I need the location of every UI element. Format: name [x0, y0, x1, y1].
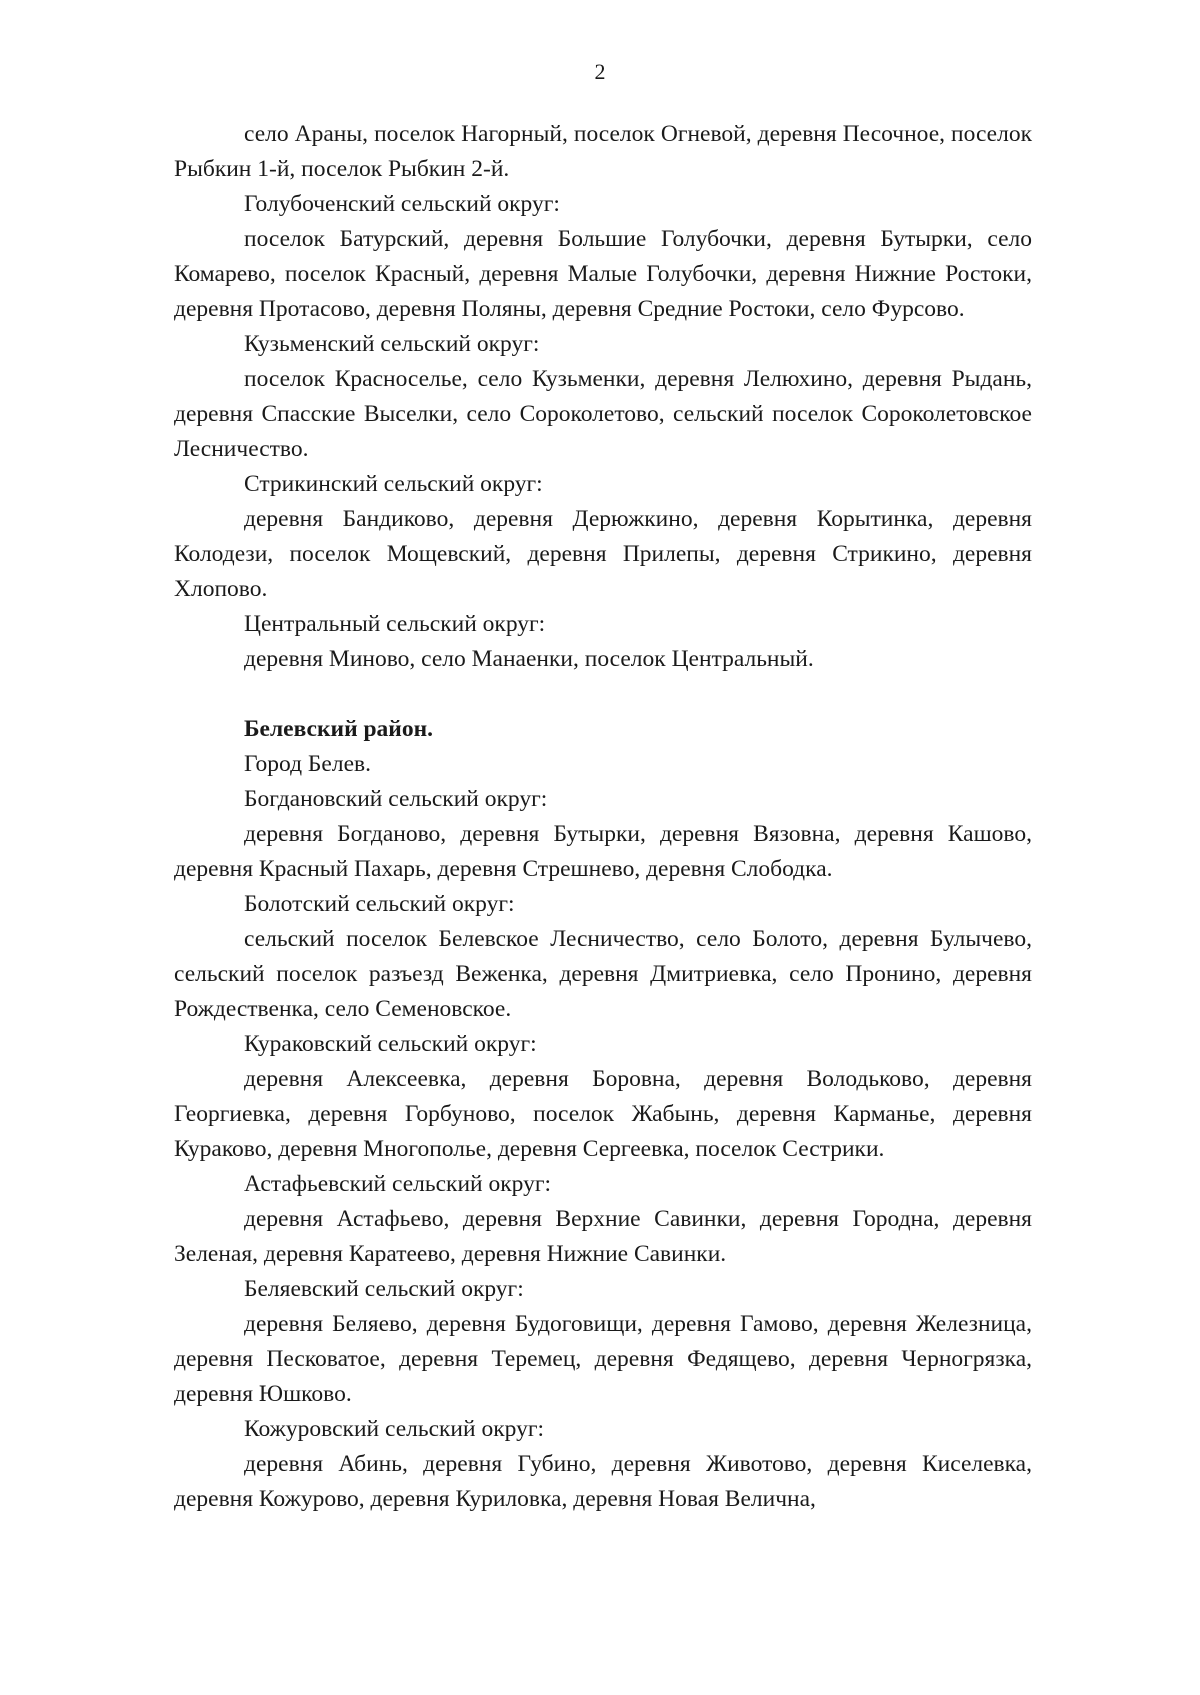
page-number: 2 [594, 59, 606, 84]
paragraph-list-item: поселок Батурский, деревня Большие Голубочки, деревня Бутырки, село Комарево, поселок Красный, деревня Малые Голубочки, деревня Нижние Ростоки, деревня Протасово, деревня Поляны, деревня Средние Ростоки, село Фурсово. [174, 226, 1032, 322]
district-heading: Астафьевский сельский округ: [244, 1171, 552, 1197]
district-heading: Голубоченский сельский округ: [244, 191, 560, 217]
paragraph-list-item: деревня Миново, село Манаенки, поселок Центральный. [244, 646, 814, 672]
district-heading: Кожуровский сельский округ: [244, 1416, 544, 1442]
paragraph-list-item: деревня Алексеевка, деревня Боровна, деревня Володьково, деревня Георгиевка, деревня Горбуново, поселок Жабынь, деревня Карманье, деревня Кураково, деревня Многополье, деревня Сергеевка, поселок Сестрики. [174, 1066, 1032, 1162]
district-heading: Кураковский сельский округ: [244, 1031, 537, 1057]
district-heading: Стрикинский сельский округ: [244, 471, 543, 497]
district-heading: Кузьменский сельский округ: [244, 331, 540, 357]
paragraph-list-item: деревня Богданово, деревня Бутырки, деревня Вязовна, деревня Кашово, деревня Красный Пахарь, деревня Стрешнево, деревня Слободка. [174, 821, 1032, 882]
district-heading: Центральный сельский округ: [244, 611, 546, 637]
district-heading: Богдановский сельский округ: [244, 786, 548, 812]
paragraph-list-item: деревня Бандиково, деревня Дерюжкино, деревня Корытинка, деревня Колодези, поселок Мощевский, деревня Прилепы, деревня Стрикино, деревня Хлопово. [174, 506, 1032, 602]
district-heading: Беляевский сельский округ: [244, 1276, 524, 1302]
region-heading: Белевский район. [244, 716, 434, 742]
paragraph-list-item: сельский поселок Белевское Лесничество, село Болото, деревня Булычево, сельский поселок разъезд Веженка, деревня Дмитриевка, село Пронино, деревня Рождественка, село Семеновское. [174, 926, 1032, 1022]
district-heading: Болотский сельский округ: [244, 891, 515, 917]
paragraph-list-item: поселок Красноселье, село Кузьменки, деревня Лелюхино, деревня Рыдань, деревня Спасские Выселки, село Сороколетово, сельский поселок Сороколетовское Лесничество. [174, 366, 1032, 462]
paragraph-list-item: деревня Абинь, деревня Губино, деревня Животово, деревня Киселевка, деревня Кожурово, деревня Куриловка, деревня Новая Велична, [174, 1451, 1032, 1512]
paragraph-list-item: деревня Беляево, деревня Будоговищи, деревня Гамово, деревня Железница, деревня Песковатое, деревня Теремец, деревня Федящево, деревня Черногрязка, деревня Юшково. [174, 1311, 1032, 1407]
city-line: Город Белев. [244, 751, 371, 777]
paragraph-list-item: село Араны, поселок Нагорный, поселок Огневой, деревня Песочное, поселок Рыбкин 1-й, поселок Рыбкин 2-й. [174, 121, 1032, 182]
document-body [174, 117, 1032, 1517]
paragraph-list-item: деревня Астафьево, деревня Верхние Савинки, деревня Городна, деревня Зеленая, деревня Каратеево, деревня Нижние Савинки. [174, 1206, 1032, 1267]
